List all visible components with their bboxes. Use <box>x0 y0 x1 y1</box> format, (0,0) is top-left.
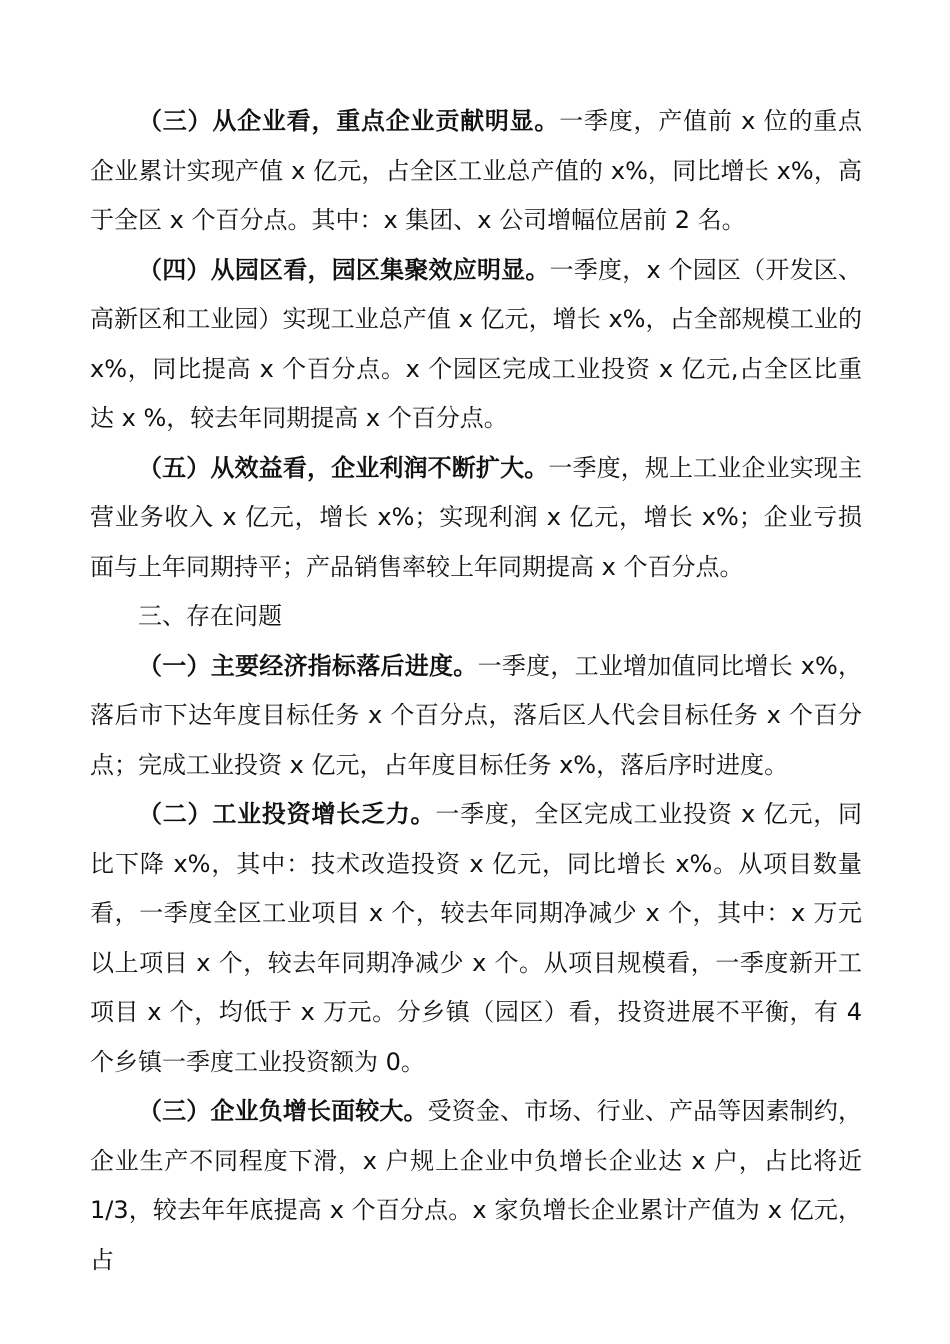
paragraph-enterprise <box>90 97 862 246</box>
section-title: 三、存在问题 <box>138 602 282 630</box>
paragraph-body: 一季度，全区完成工业投资 x 亿元，同比下降 x%，其中：技术改造投资 x 亿元，同比增长 x%。从项目数量看，一季度全区工业项目 x 个，较去年同期净减少 x 个，其中：x 万元以上项目 x 个，较去年同期净减少 x 个。从项目规模看，一季度新开工项目 x 个，均低于 x 万元。分乡镇（园区）看，投资进展不平衡，有 4 个乡镇一季度工业投资额为 0。 <box>90 800 862 1076</box>
paragraph-heading: （一）主要经济指标落后进度。 <box>138 651 478 680</box>
paragraph-body: 一季度，规上工业企业实现主营业务收入 x 亿元，增长 x%；实现利润 x 亿元，增长 x%；企业亏损面与上年同期持平；产品销售率较上年同期提高 x 个百分点。 <box>90 453 862 581</box>
paragraph-body: 受资金、市场、行业、产品等因素制约，企业生产不同程度下滑，x 户规上企业中负增长企业达 x 户，占比将近 1/3，较去年年底提高 x 个百分点。x 家负增长企业累计产值为 x 亿元，占 <box>90 1097 862 1274</box>
paragraph-heading: （五）从效益看，企业利润不断扩大。 <box>138 453 549 482</box>
paragraph-heading: （四）从园区看，园区集聚效应明显。 <box>138 255 550 284</box>
paragraph-profit <box>90 444 862 593</box>
paragraph-indicators <box>90 642 862 791</box>
paragraph-park <box>90 246 862 444</box>
paragraph-heading: （三）从企业看，重点企业贡献明显。 <box>138 107 560 135</box>
paragraph-heading: （二）工业投资增长乏力。 <box>138 800 436 828</box>
paragraph-investment <box>90 790 862 1087</box>
document-page <box>90 97 862 1285</box>
paragraph-body: 一季度，x 个园区（开发区、高新区和工业园）实现工业总产值 x 亿元，增长 x%，占全部规模工业的 x%，同比提高 x 个百分点。x 个园区完成工业投资 x 亿元,占全区比重达 x %，较去年同期提高 x 个百分点。 <box>90 255 862 432</box>
paragraph-body: 一季度，工业增加值同比增长 x%，落后市下达年度目标任务 x 个百分点，落后区人代会目标任务 x 个百分点；完成工业投资 x 亿元，占年度目标任务 x%，落后序时进度。 <box>90 651 863 779</box>
paragraph-negative-growth <box>90 1087 862 1285</box>
paragraph-body: 一季度，产值前 x 位的重点企业累计实现产值 x 亿元，占全区工业总产值的 x%，同比增长 x%，高于全区 x 个百分点。其中：x 集团、x 公司增幅位居前 2 名。 <box>90 107 863 234</box>
paragraph-heading: （三）企业负增长面较大。 <box>138 1097 428 1125</box>
section-heading-problems <box>90 592 862 642</box>
